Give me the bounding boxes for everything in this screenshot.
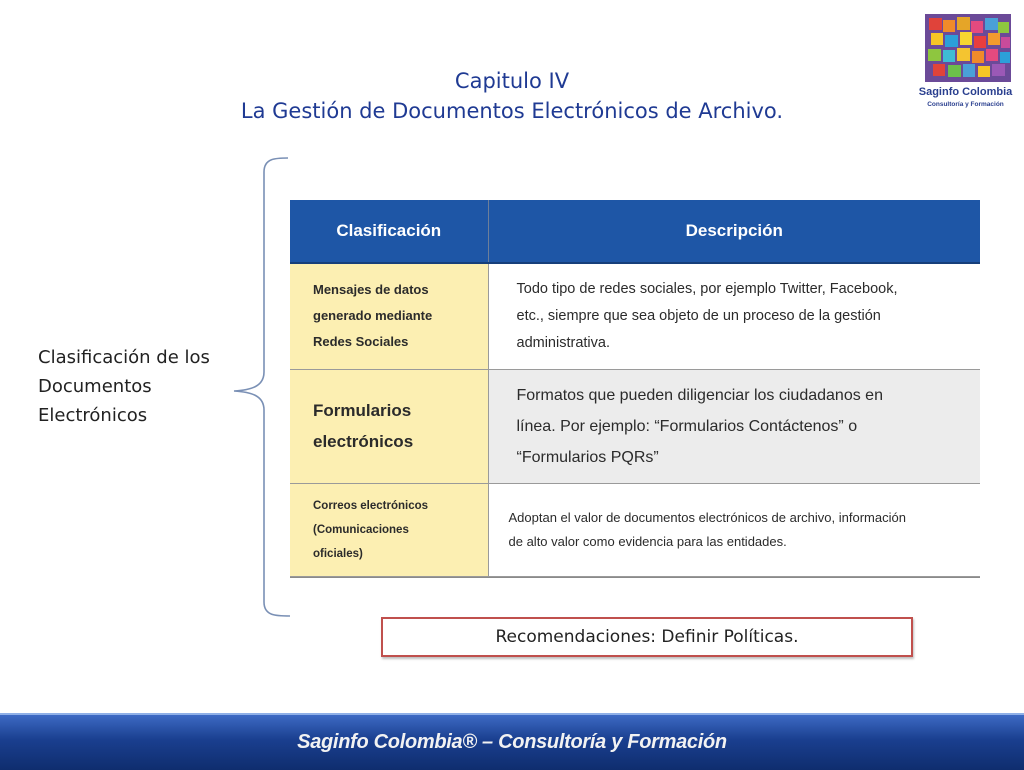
footer-text: Saginfo Colombia® – Consultoría y Formación [297, 731, 727, 753]
slide-title [0, 66, 1024, 126]
logo-tagline: Consultoría y Formación [927, 101, 1004, 108]
logo-name: Saginfo Colombia [918, 86, 1013, 98]
description-cell [488, 263, 980, 369]
category-line: electrónicos [313, 432, 414, 451]
category-cell [290, 483, 488, 576]
category-cell [290, 263, 488, 369]
description-line: Formatos que pueden diligenciar los ciudadanos en [516, 386, 883, 404]
description-line: línea. Por ejemplo: “Formularios Contáctenos” o [516, 417, 858, 435]
chapter-title: Capitulo IV [454, 69, 570, 93]
category-line: (Comunicaciones [313, 523, 409, 536]
description-cell [488, 369, 980, 483]
logo-mosaic-icon [913, 12, 1018, 86]
table-row [290, 369, 980, 483]
category-line: generado mediante [313, 308, 433, 324]
table-row [290, 263, 980, 369]
category-line: Correos electrónicos [313, 499, 429, 512]
footer-bar [0, 713, 1024, 770]
company-logo [913, 12, 1018, 118]
description-line: administrativa. [516, 334, 610, 351]
category-line: oficiales) [313, 547, 363, 560]
table-header-row [290, 200, 980, 263]
classification-label-line: Documentos [38, 376, 152, 397]
table-row [290, 483, 980, 576]
classification-table [290, 200, 980, 577]
header-classification: Clasificación [290, 200, 488, 263]
description-line: etc., siempre que sea objeto de un proceso de la gestión [516, 307, 881, 324]
header-description: Descripción [488, 200, 980, 263]
category-line: Formularios [313, 401, 412, 420]
description-cell [488, 483, 980, 576]
classification-label [38, 343, 248, 430]
curly-brace-icon [228, 150, 298, 622]
description-line: Todo tipo de redes sociales, por ejemplo Twitter, Facebook, [516, 280, 898, 297]
description-line: “Formularios PQRs” [516, 448, 659, 466]
classification-label-line: Electrónicos [38, 405, 148, 426]
description-line: Adoptan el valor de documentos electrónicos de archivo, información [508, 509, 906, 525]
chapter-subtitle: La Gestión de Documentos Electrónicos de Archivo. [240, 99, 784, 123]
classification-label-line: Clasificación de los [38, 347, 210, 368]
category-cell [290, 369, 488, 483]
category-line: Redes Sociales [313, 334, 409, 350]
description-line: de alto valor como evidencia para las entidades. [508, 533, 787, 549]
recommendation-box: Recomendaciones: Definir Políticas. [381, 617, 913, 657]
category-line: Mensajes de datos [313, 282, 429, 298]
